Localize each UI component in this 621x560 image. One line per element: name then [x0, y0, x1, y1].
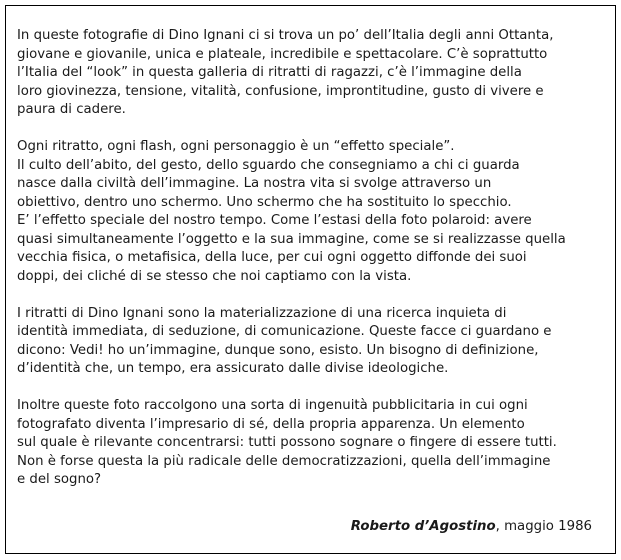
text-line: Ogni ritratto, ogni flash, ogni personaggio è un “effetto speciale”.	[17, 139, 455, 154]
author-name: Roberto d’Agostino	[350, 519, 496, 534]
text-line: doppi, dei cliché di se stesso che noi captiamo con la vista.	[17, 268, 412, 284]
text-line: fotografato diventa l’impresario di sé, della propria apparenza. Un elemento	[17, 416, 525, 432]
text-line: paura di cadere.	[17, 102, 126, 117]
text-line: giovane e giovanile, unica e plateale, incredibile e spettacolare. C’è soprattutto	[17, 46, 548, 62]
text-line: I ritratti di Dino Ignani sono la materializzazione di una ricerca inquieta di	[17, 305, 507, 321]
text-line: quasi simultaneamente l’oggetto e la sua immagine, come se si realizzasse quella	[17, 231, 566, 247]
text-line: E’ l’effetto speciale del nostro tempo. Come l’estasi della foto polaroid: avere	[17, 213, 532, 228]
text-line: e del sogno?	[17, 472, 102, 487]
text-line: loro giovinezza, tensione, vitalità, confusione, improntitudine, gusto di vivere e	[17, 83, 544, 99]
text-body	[17, 27, 613, 508]
signature-date: , maggio 1986	[495, 519, 592, 534]
text-line: l’Italia del “look” in questa galleria di ritratti di ragazzi, c’è l’immagine della	[17, 65, 522, 80]
paragraph-2	[17, 138, 613, 286]
text-line: nasce dalla civiltà dell’immagine. La nostra vita si svolge attraverso un	[17, 176, 492, 191]
text-line: Il culto dell’abito, del gesto, dello sguardo che consegniamo a chi ci guarda	[17, 157, 520, 173]
text-line: dicono: Vedi! ho un’immagine, dunque sono, esisto. Un bisogno di definizione,	[17, 342, 539, 358]
paragraph-3	[17, 305, 613, 379]
text-line: In queste fotografie di Dino Ignani ci si trova un po’ dell’Italia degli anni Ottanta,	[17, 28, 554, 43]
paragraph-1	[17, 27, 613, 120]
text-line: identità immediata, di seduzione, di comunicazione. Queste facce ci guardano e	[17, 324, 552, 339]
text-line: sul quale è rilevante concentrarsi: tutti possono sognare o fingere di essere tutti.	[17, 435, 557, 450]
text-line: Inoltre queste foto raccolgono una sorta di ingenuità pubblicitaria in cui ogni	[17, 398, 528, 413]
text-line: obiettivo, dentro uno schermo. Uno schermo che ha sostituito lo specchio.	[17, 194, 512, 210]
text-line: Non è forse questa la più radicale delle democratizzazioni, quella dell’immagine	[17, 453, 551, 469]
text-line: vecchia fisica, o metafisica, della luce, per cui ogni oggetto diffonde dei suoi	[17, 250, 527, 265]
paragraph-4	[17, 397, 613, 490]
text-frame	[5, 5, 616, 554]
signature	[351, 518, 592, 536]
text-line: d’identità che, un tempo, era assicurato dalle divise ideologiche.	[17, 361, 449, 376]
